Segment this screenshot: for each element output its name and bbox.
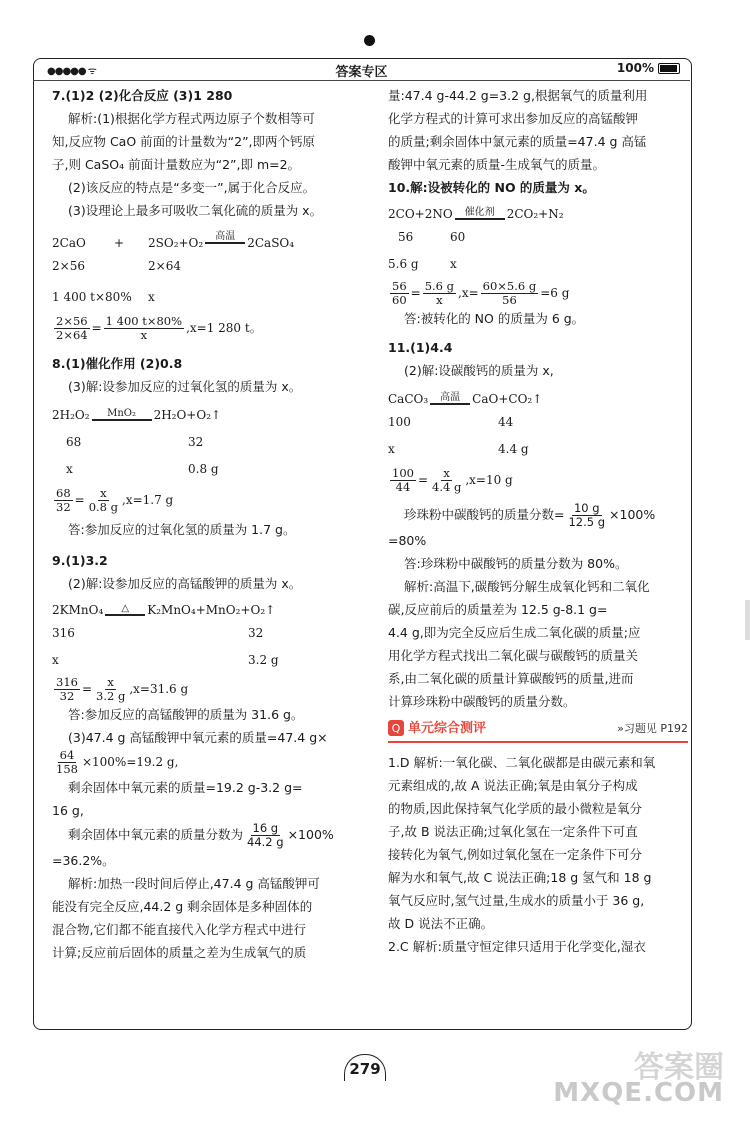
text-line: 16 g, bbox=[52, 803, 84, 818]
text-line: 1.D 解析:一氧化碳、二氧化碳都是由碳元素和氧 bbox=[388, 755, 656, 770]
text-line: 2.C 解析:质量守恒定律只适用于化学变化,湿衣 bbox=[388, 939, 646, 954]
text-line: 子,则 CaSO₄ 前面计量数应为“2”,即 m=2。 bbox=[52, 157, 301, 172]
answer-8: 答:参加反应的过氧化氢的质量为 1.7 g。 bbox=[68, 522, 296, 537]
text-line: 剩余固体中氧元素的质量分数为 $\frac{16 g}{44.2 g}$ ×100% bbox=[68, 821, 334, 849]
text-line: 4.4 g,即为完全反应后生成二氧化碳的质量;应 bbox=[388, 625, 641, 640]
equation-9: 2KMnO₄ △ K₂MnO₄+MnO₂+O₂↑ bbox=[52, 602, 276, 617]
eq-reactant: 2CaO bbox=[52, 236, 86, 250]
q7-header: 7.(1)2 (2)化合反应 (3)1 280 bbox=[52, 88, 233, 103]
battery-icon bbox=[658, 63, 680, 74]
text-line: 解为水和氧气,故 C 说法正确;18 g 氢气和 18 g bbox=[388, 870, 652, 885]
text-line: (3)解:设参加反应的过氧化氢的质量为 x。 bbox=[68, 379, 302, 394]
eq-masses: 316 32 bbox=[52, 626, 264, 640]
exercise-link[interactable]: »习题见 P192 bbox=[617, 721, 688, 735]
equation-10: 2CO+2NO 催化剂 2CO₂+N₂ bbox=[388, 206, 564, 221]
equation-8: 2H₂O₂ MnO₂ 2H₂O+O₂↑ bbox=[52, 407, 222, 422]
eq-given: 5.6 g x bbox=[388, 257, 457, 271]
equation-7 bbox=[52, 232, 368, 255]
text-line: (2)解:设碳酸钙的质量为 x, bbox=[404, 363, 554, 378]
text-line: 的物质,因此保持氧气化学质的最小微粒是氧分 bbox=[388, 801, 642, 816]
text-line: (3)设理论上最多可吸收二氧化硫的质量为 x。 bbox=[68, 203, 323, 218]
proportion-10: $\frac{56}{60}$ = $\frac{5.6 g}{x}$ ,x= $\frac{60\times 5.6 g}{56}$ =6 g bbox=[392, 279, 570, 307]
text-line: =36.2%。 bbox=[52, 853, 115, 868]
eq-masses: 100 44 bbox=[388, 415, 514, 429]
signal-icon: ●●●●● ᯤ bbox=[47, 66, 96, 77]
section-header bbox=[388, 717, 688, 739]
battery-status bbox=[617, 61, 680, 75]
watermark-logo: 答案圈 bbox=[634, 1050, 724, 1085]
answer-11: 答:珍珠粉中碳酸钙的质量分数为 80%。 bbox=[404, 556, 628, 571]
fraction-line: $\frac{64}{158}$ ×100%=19.2 g, bbox=[56, 748, 179, 776]
text-line: (3)47.4 g 高锰酸钾中氧元素的质量=47.4 g× bbox=[68, 730, 328, 745]
text-line: 计算珍珠粉中碳酸钙的质量分数。 bbox=[388, 694, 576, 709]
text-line: 系,由二氧化碳的质量计算碳酸钙的质量,进而 bbox=[388, 671, 634, 686]
eq-given: x 4.4 g bbox=[388, 442, 529, 456]
text-line: 知,反应物 CaO 前面的计量数为“2”,即两个钙原 bbox=[52, 134, 316, 149]
text-line: 故 D 说法不正确。 bbox=[388, 916, 494, 931]
text-line: 能没有完全反应,44.2 g 剩余固体是多种固体的 bbox=[52, 899, 313, 914]
eq-masses: 68 32 bbox=[66, 435, 204, 449]
text-line: 珍珠粉中碳酸钙的质量分数= $\frac{10 g}{12.5 g}$ ×100% bbox=[404, 501, 656, 529]
text-line: 氧气反应时,氢气过量,生成水的质量小于 36 g, bbox=[388, 893, 645, 908]
text-line: 解析:高温下,碳酸钙分解生成氧化钙和二氧化 bbox=[404, 579, 650, 594]
proportion-11: $\frac{100}{44}$ = $\frac{x}{4.4 g}$ ,x=10 g bbox=[392, 466, 513, 494]
text-line: =80% bbox=[388, 533, 427, 548]
watermark-text: MXQE.COM bbox=[553, 1078, 724, 1108]
text-line: (2)解:设参加反应的高锰酸钾的质量为 x。 bbox=[68, 576, 302, 591]
q8-header: 8.(1)催化作用 (2)0.8 bbox=[52, 356, 183, 371]
text-line: 剩余固体中氧元素的质量=19.2 g-3.2 g= bbox=[68, 780, 303, 795]
text-line: 解析:加热一段时间后停止,47.4 g 高锰酸钾可 bbox=[68, 876, 320, 891]
q9-header: 9.(1)3.2 bbox=[52, 553, 108, 568]
text-line: 碳,反应前后的质量差为 12.5 g-8.1 g= bbox=[388, 602, 608, 617]
text-line: 量:47.4 g-44.2 g=3.2 g,根据氧气的质量利用 bbox=[388, 88, 648, 103]
eq-plus: + bbox=[114, 236, 125, 250]
eq-given: 1 400 t×80% x bbox=[52, 290, 155, 304]
text-line: 的质量;剩余固体中氯元素的质量=47.4 g 高锰 bbox=[388, 134, 647, 149]
text-line: 计算;反应前后固体的质量之差为生成氧气的质 bbox=[52, 945, 307, 960]
eq-masses: 56 60 bbox=[398, 230, 466, 244]
eq-given: x 3.2 g bbox=[52, 653, 279, 667]
text-line: (2)该反应的特点是“多变一”,属于化合反应。 bbox=[68, 180, 316, 195]
q10-header: 10.解:设被转化的 NO 的质量为 x。 bbox=[388, 180, 595, 195]
text-line: 子,故 B 说法正确;过氧化氢在一定条件下可直 bbox=[388, 824, 638, 839]
text-line: 元素组成的,故 A 说法正确;氧是由氧分子构成 bbox=[388, 778, 638, 793]
text-line: 混合物,它们都不能直接代入化学方程式中进行 bbox=[52, 922, 306, 937]
page-title: 答案专区 bbox=[335, 65, 388, 80]
equation-11: CaCO₃ 高温 CaO+CO₂↑ bbox=[388, 391, 543, 406]
status-bar bbox=[33, 58, 690, 81]
eq-product: 2CaSO₄ bbox=[247, 236, 295, 250]
battery-percent: 100% bbox=[616, 61, 654, 75]
page-number: 279 bbox=[344, 1054, 386, 1081]
left-column bbox=[52, 84, 368, 964]
eq-condition: 高温 bbox=[205, 232, 245, 255]
proportion-8: $\frac{68}{32}$ = $\frac{x}{0.8 g}$ ,x=1.7 g bbox=[56, 486, 174, 514]
search-icon: Q bbox=[388, 720, 404, 736]
eq-given: x 0.8 g bbox=[66, 462, 219, 476]
proportion-7: $\frac{2\times 56}{2\times 64}$ = $\frac{1 400 t\times 80\%}{x}$ ,x=1 280 t。 bbox=[56, 314, 262, 342]
text-line: 用化学方程式找出二氧化碳与碳酸钙的质量关 bbox=[388, 648, 639, 663]
proportion-9: $\frac{316}{32}$ = $\frac{x}{3.2 g}$ ,x=31.6 g bbox=[56, 675, 189, 703]
eq-masses: 2×56 2×64 bbox=[52, 259, 181, 273]
side-tab bbox=[745, 600, 750, 640]
right-column bbox=[388, 84, 688, 958]
section-title: 单元综合测评 bbox=[408, 720, 487, 736]
camera-dot bbox=[364, 35, 375, 46]
text-line: 化学方程式的计算可求出参加反应的高锰酸钾 bbox=[388, 111, 639, 126]
answer-10: 答:被转化的 NO 的质量为 6 g。 bbox=[404, 311, 585, 326]
text-line: 酸钾中氧元素的质量-生成氧气的质量。 bbox=[388, 157, 606, 172]
eq-reactant: 2SO₂+O₂ bbox=[148, 236, 204, 250]
text-line: 解析:(1)根据化学方程式两边原子个数相等可 bbox=[68, 111, 315, 126]
text-line: 接转化为氧气,例如过氧化氢在一定条件下可分 bbox=[388, 847, 642, 862]
q11-header: 11.(1)4.4 bbox=[388, 340, 453, 355]
answer-9: 答:参加反应的高锰酸钾的质量为 31.6 g。 bbox=[68, 707, 304, 722]
